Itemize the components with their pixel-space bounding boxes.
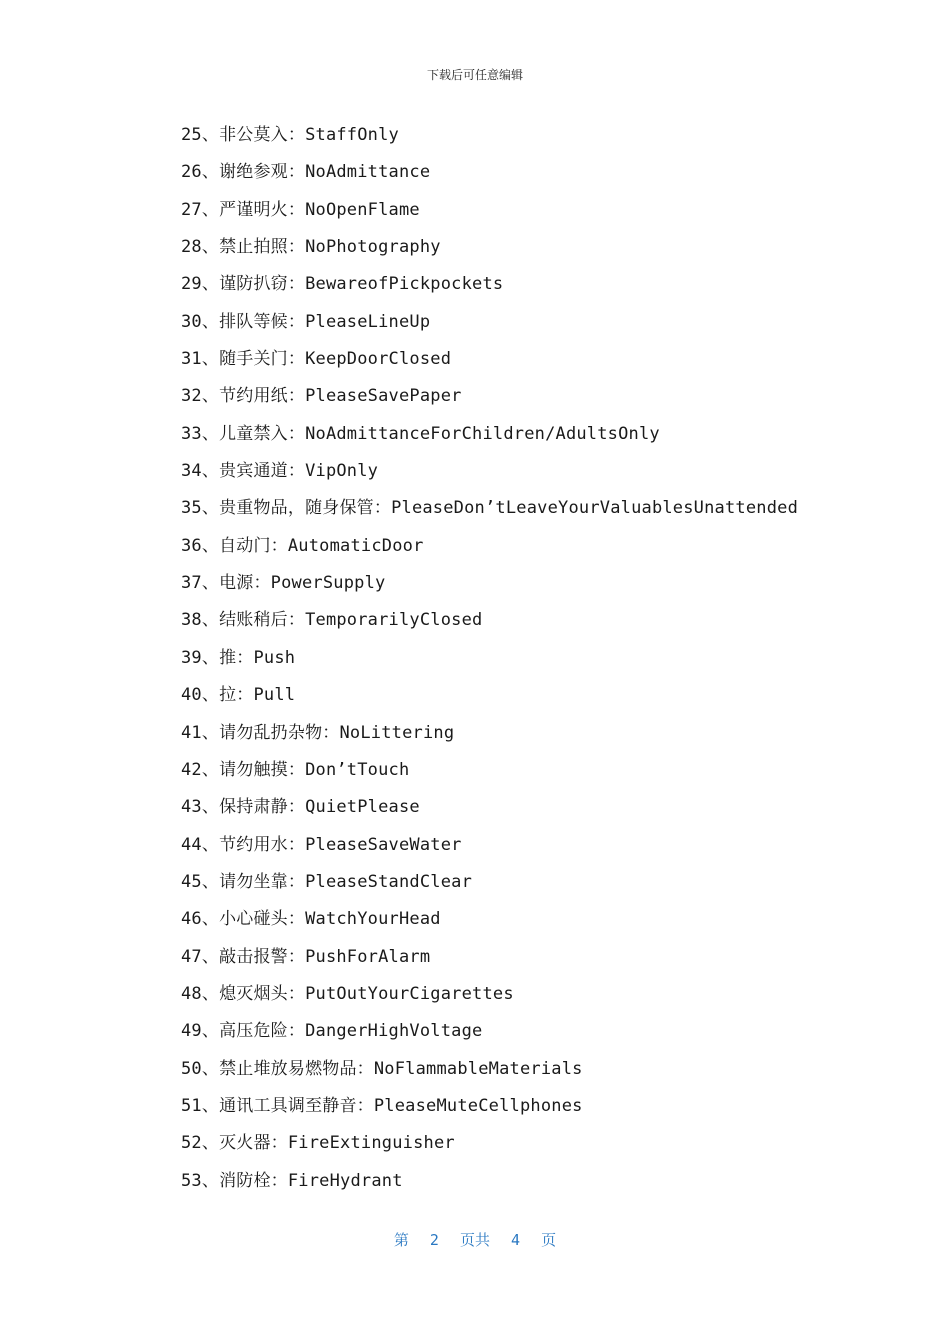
list-item: 41、请勿乱扔杂物：NoLittering xyxy=(181,722,455,743)
list-item: 48、熄灭烟头：PutOutYourCigarettes xyxy=(181,983,514,1004)
list-item: 28、禁止拍照：NoPhotography xyxy=(181,237,441,258)
page-header-note: 下载后可任意编辑 xyxy=(426,68,523,82)
page-number-footer: 第 2 页共 4 页 xyxy=(393,1231,557,1249)
list-item: 53、消防栓：FireHydrant xyxy=(181,1170,403,1191)
list-item: 47、敲击报警：PushForAlarm xyxy=(181,946,431,967)
list-item: 30、排队等候：PleaseLineUp xyxy=(181,311,431,332)
list-item: 39、推：Push xyxy=(181,647,296,668)
list-item: 33、儿童禁入：NoAdmittanceForChildren/AdultsOnly xyxy=(181,423,660,444)
list-item: 40、拉：Pull xyxy=(181,685,296,706)
list-item: 50、禁止堆放易燃物品：NoFlammableMaterials xyxy=(181,1058,583,1079)
list-item: 25、非公莫入：StaffOnly xyxy=(181,125,399,145)
sign-list xyxy=(181,121,798,1204)
list-item: 26、谢绝参观：NoAdmittance xyxy=(181,162,431,183)
list-item: 31、随手关门：KeepDoorClosed xyxy=(181,349,452,370)
list-item: 37、电源：PowerSupply xyxy=(181,573,386,594)
list-item: 51、通讯工具调至静音：PleaseMuteCellphones xyxy=(181,1095,583,1116)
list-item: 27、严谨明火：NoOpenFlame xyxy=(181,199,420,220)
list-item: 44、节约用水：PleaseSaveWater xyxy=(181,834,462,855)
list-item: 43、保持肃静：QuietPlease xyxy=(181,797,420,818)
list-item: 46、小心碰头：WatchYourHead xyxy=(181,909,441,930)
list-item: 35、贵重物品，随身保管：PleaseDon’tLeaveYourValuablesUnattended xyxy=(181,498,799,519)
list-item: 42、请勿触摸：Don’tTouch xyxy=(181,759,410,780)
list-item: 32、节约用纸：PleaseSavePaper xyxy=(181,386,462,407)
list-item: 29、谨防扒窃：BewareofPickpockets xyxy=(181,274,504,295)
list-item: 49、高压危险：DangerHighVoltage xyxy=(181,1021,483,1042)
list-item: 52、灭火器：FireExtinguisher xyxy=(181,1133,455,1154)
list-item: 36、自动门：AutomaticDoor xyxy=(181,535,424,556)
list-item: 38、结账稍后：TemporarilyClosed xyxy=(181,610,483,631)
list-item: 34、贵宾通道：VipOnly xyxy=(181,461,379,482)
list-item: 45、请勿坐靠：PleaseStandClear xyxy=(181,871,473,892)
